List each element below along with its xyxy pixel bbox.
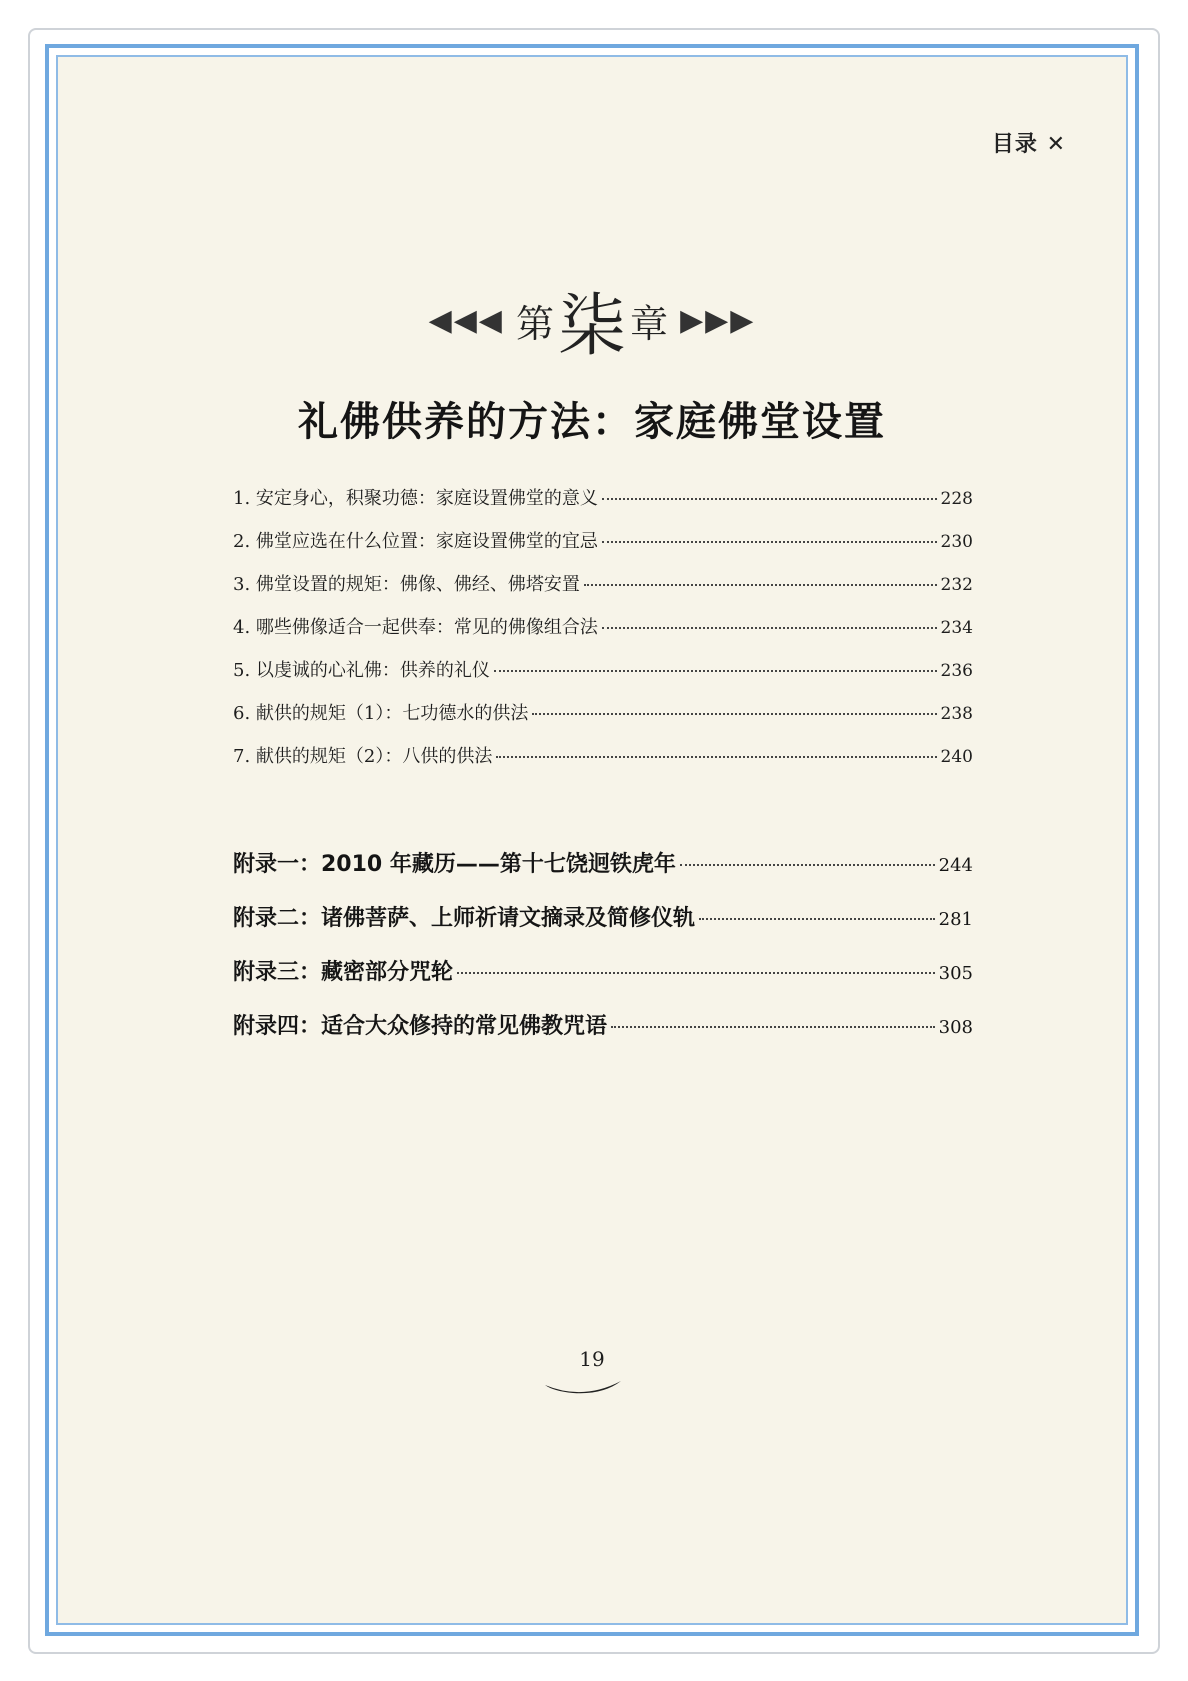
toc-entry-label: 4. 哪些佛像适合一起供奉：常见的佛像组合法 [233,617,598,638]
toc-entry-page: 240 [940,747,973,767]
dot-leader [496,756,936,758]
toc-entry-label: 7. 献供的规矩（2）：八供的供法 [233,746,493,767]
dot-leader [602,498,937,500]
dot-leader [457,972,935,974]
dot-leader [699,918,935,920]
toc-entry-label: 2. 佛堂应选在什么位置：家庭设置佛堂的宜忌 [233,531,598,552]
chapter-title: 礼佛供养的方法：家庭佛堂设置 [298,399,886,445]
swoosh-ornament-icon [543,1375,623,1399]
appendix-entry-page: 244 [938,855,973,876]
dot-leader [602,627,937,629]
toc-entry-label: 6. 献供的规矩（1）：七功德水的供法 [233,703,529,724]
chapter-suffix: 章 [630,302,669,346]
appendix-list [233,847,973,1063]
appendix-entry-label: 附录三：藏密部分咒轮 [233,960,454,985]
page-number: 19 [579,1347,605,1371]
toc-entry-label: 1. 安定身心，积聚功德：家庭设置佛堂的意义 [233,488,598,509]
dot-leader [602,541,937,543]
toc-entry[interactable] [233,742,973,785]
toc-entry-page: 230 [940,532,973,552]
toc-entry-page: 232 [940,575,973,595]
document-page [56,55,1128,1625]
toc-entry[interactable] [233,699,973,742]
toc-entry[interactable] [233,570,973,613]
section-header: 目录 ✕ [991,132,1066,157]
appendix-entry-page: 308 [938,1017,973,1038]
dot-leader [532,713,936,715]
dot-leader [680,864,935,866]
toc-list [233,484,973,785]
appendix-entry[interactable] [233,847,973,901]
toc-entry-label: 5. 以虔诚的心礼佛：供养的礼仪 [233,660,490,681]
toc-entry-label: 3. 佛堂设置的规矩：佛像、佛经、佛塔安置 [233,574,580,595]
dot-leader [611,1026,935,1028]
chapter-heading [58,272,1126,369]
toc-entry[interactable] [233,613,973,656]
appendix-entry-page: 305 [938,963,973,984]
appendix-entry[interactable] [233,955,973,1009]
toc-entry[interactable] [233,527,973,570]
toc-entry-page: 228 [940,489,973,509]
toc-entry[interactable] [233,484,973,527]
toc-entry[interactable] [233,656,973,699]
appendix-entry-page: 281 [938,909,973,930]
chapter-prefix: 第 [515,302,554,346]
toc-entry-page: 234 [940,618,973,638]
right-ornament-icon: ▶▶▶ [680,303,756,338]
dot-leader [494,670,937,672]
appendix-entry[interactable] [233,901,973,955]
dot-leader [584,584,937,586]
appendix-entry[interactable] [233,1009,973,1063]
appendix-entry-label: 附录二：诸佛菩萨、上师祈请文摘录及简修仪轨 [233,906,696,931]
toc-entry-page: 236 [940,661,973,681]
appendix-entry-label: 附录一：2010 年藏历——第十七饶迥铁虎年 [233,852,676,877]
left-ornament-icon: ◀◀◀ [428,303,504,338]
chapter-numeral: 柒 [557,287,626,366]
appendix-entry-label: 附录四：适合大众修持的常见佛教咒语 [233,1014,608,1039]
toc-entry-page: 238 [940,704,973,724]
